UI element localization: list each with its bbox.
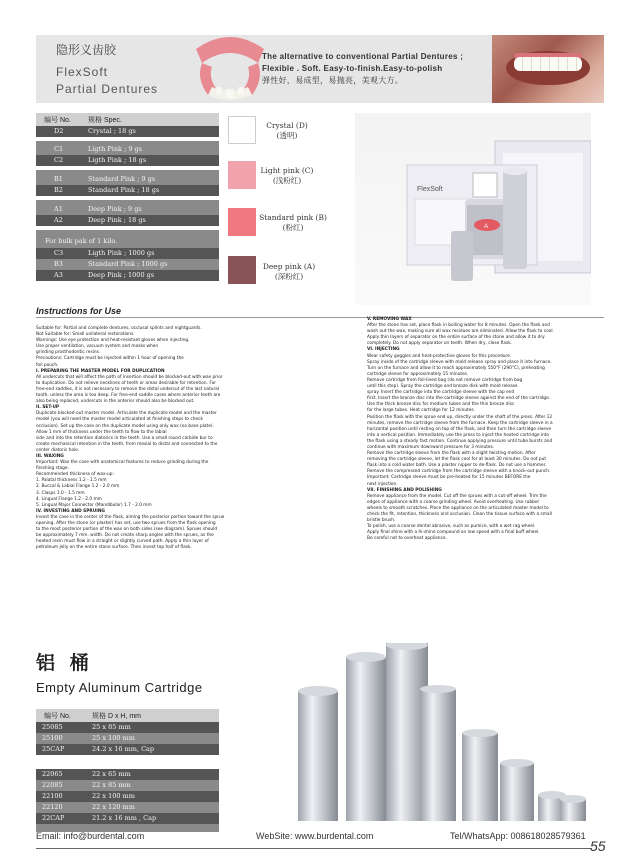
instructions-left-column [36, 326, 224, 551]
instruction-line: model (you will need the master model articulated at finishing steps to check [36, 417, 203, 423]
table-row: 25CAP 24.2 x 16 mm, Cap [36, 744, 219, 755]
instruction-line: Duplicate blocked-out master model. Articulate the duplicate model and the master [36, 411, 217, 417]
table-row: A2 Deep Pink ; 18 gs [36, 215, 219, 226]
instruction-line: grinding prosthodontic resins. [36, 350, 101, 356]
instruction-heading: III. WAXING [36, 453, 64, 459]
instruction-line: Not Suitable for: Small unilateral restorations. [36, 332, 135, 338]
instruction-line: until this step). Spray the cartridge and bronze disk with mold release [367, 384, 518, 390]
instruction-line: minutes, remove the cartridge sleeve from the furnace. Keep the cartridge sleeve in a [367, 420, 553, 426]
instruction-line: 4. Lingual Flange 1.2 - 2.0 mm [36, 496, 102, 502]
page-number: 55 [590, 838, 606, 854]
smile-photo [492, 35, 604, 103]
instruction-heading: II. SET-UP [36, 405, 60, 411]
table-row: 22120 22 x 120 mm [42, 803, 135, 811]
table-row: 22065 22 x 65 mm [36, 769, 219, 780]
title-en-2: Partial Dentures [56, 82, 159, 96]
instruction-heading: VII. FINISHING AND POLISHING [367, 487, 442, 493]
swatch-label-deep-pink: Deep pink (A) (深粉红) [262, 262, 316, 281]
instruction-line: free-end saddles, it is not necessary to remove the distal undercut of the last natural [36, 386, 220, 392]
footer-tel: Tel/WhatsApp: 008618028579361 [450, 831, 586, 841]
instruction-line: Important: Cartridge sleeve must be pre-heated for 15 minutes BEFORE the [367, 475, 531, 481]
instruction-line: wheels to smooth scratches. Place the appliance on the articulated master model to [367, 505, 549, 511]
instruction-line: finishing stage. [36, 466, 69, 472]
svg-text:A: A [484, 224, 489, 230]
denture-image [186, 29, 274, 107]
instruction-line: flask into a cold water bath. Use a plaster nipper to de-flask. Do not use a hammer. [367, 463, 547, 469]
instruction-line: to the most posterior portion of the wax on both sides (see diagram). Sprues should [36, 527, 218, 533]
instruction-line: Apply final shine with a hi-shine compound on low speed with a final buff wheel. [367, 530, 540, 536]
title-zh: 隐形义齿胶 [56, 43, 117, 57]
instruction-line: edges of appliance with a coarse grinding wheel. Avoid overheating. Use rubber [367, 499, 540, 505]
instruction-heading: VI. INJECTING [367, 347, 400, 353]
title-en-1: FlexSoft [56, 65, 109, 79]
instruction-line: removing the cartridge sleeve, let the flask cool for at least 30 minutes. Do not put [367, 457, 547, 463]
instruction-line: Precautions: Cartridge must be injected within 1 hour of opening the [36, 356, 184, 362]
instructions-right-column [367, 317, 554, 542]
instruction-line: foil pouch. [36, 362, 59, 368]
table-row: A3 Deep Pink ; 1000 gs [36, 270, 219, 281]
instruction-line: cartridge sleeve for approximately 15 minutes. [367, 371, 469, 377]
aluminum-title-en: Empty Aluminum Cartridge [36, 680, 203, 695]
instruction-line: Spray inside of the cartridge sleeve with mold release spray and place it into furnace. [367, 359, 552, 365]
tagline-line-2: Flexible . Soft. Easy-to-finish.Easy-to-polish [262, 64, 443, 73]
instruction-line: 2. Buccal & Labial Flange 1.2 - 2.0 mm [36, 484, 120, 490]
instruction-line: also being replaced, undercuts in the anterior should also be blocked out. [36, 399, 195, 405]
aluminum-tubes-photo [292, 643, 592, 825]
instruction-line: Remove cartridge from foil-lined bag (do not remove cartridge from bag [367, 377, 523, 383]
instruction-heading: V. REMOVING WAX [367, 317, 412, 322]
instruction-line: Remove appliance from the model. Cut off the sprues with a cut-off wheel. Trim the [367, 493, 547, 499]
instruction-line: the flask using a steady fast motion. Continue applying pressure until tube bursts and [367, 438, 553, 444]
spec-head-no: 编号 No. [44, 117, 71, 124]
instruction-line: wash out the wax, making sure all wax residues are eliminated. Allow the flask to cool. [367, 329, 554, 335]
instruction-line: occlusion). Set up the case on the duplicate model using only wax (no base plate). [36, 423, 214, 429]
instruction-line: into a vertical position. Immediately use the press to inject the heated cartridge into [367, 432, 550, 438]
instruction-line: petroleum jelly on the entire stone surface. Then invest top half of flask. [36, 545, 192, 551]
instruction-line: be approximately 7 mm. width. Do not create sharp angles with the sprues, as the [36, 533, 214, 539]
instruction-line: opening. After the stone (or plaster) has set, use two sprues from the flask opening [36, 521, 216, 526]
instruction-line: 3. Clasps 1.0 - 1.5 mm [36, 490, 85, 496]
instruction-line: Allow 1 mm of thickness under the teeth to flow to the labial [36, 429, 167, 435]
instruction-line: heated resin must flow in a straight or slightly curved path. Apply a thin layer of [36, 539, 209, 545]
swatch-label-light-pink: Light pink (C) (浅粉红) [260, 166, 314, 185]
instruction-line: Important: Wax the case with anatomical features to reduce grinding during the [36, 460, 209, 466]
footer-divider [36, 848, 592, 849]
instruction-line: spray. Insert the cartridge into the cartridge sleeve with the cap end [367, 390, 515, 396]
instruction-line: tooth, unless the area is too deep. For free-end saddle cases where anterior teeth are [36, 393, 221, 399]
spec-head-spec: 规格 Spec. [88, 117, 122, 124]
table-row: 25085 25 x 85 mm [36, 722, 219, 733]
spec-table-header [36, 113, 219, 126]
instruction-heading: I. PREPARING THE MASTER MODEL FOR DUPLICATION [36, 368, 165, 374]
bulk-note: For bulk pak of 1 kilo. [45, 237, 118, 245]
swatch-label-crystal: Crystal (D) (透明) [266, 121, 308, 140]
instruction-line: Use proper ventilation, vacuum system and masks when [36, 344, 159, 350]
instruction-line: side and into the retention diatorics in the teeth. Use a small round carbide bur to [36, 435, 213, 441]
footer-email[interactable]: Email: info@burdental.com [36, 831, 145, 841]
table-row: B2 Standard Pink ; 18 gs [36, 185, 219, 196]
aluminum-title-zh: 铝 桶 [36, 652, 93, 674]
instruction-line: Invest the case in the center of the flask, aiming the posterior portion toward the sprue [36, 514, 225, 520]
instruction-line: Remove the compressed cartridge from the cartridge sleeve with a knock-out punch. [367, 469, 551, 475]
instruction-line: for the large tubes. Heat cartridge for 12 minutes. [367, 408, 475, 414]
instruction-line: After the stone has set, place flask in boiling water for 8 minutes. Open the flask and [367, 323, 550, 329]
instruction-line: Be careful not to overheat appliance. [367, 536, 447, 542]
instruction-line: Apply thin layers of separator on the entire surface of the stone and allow it to dry [367, 335, 545, 341]
aluminum-table-header [36, 709, 219, 722]
instruction-line: Use the thick bronze disc for medium tubes and the thin bronze disc [367, 402, 515, 408]
instruction-line: Remove the cartridge sleeve from the flask with a slight twisting motion. After [367, 451, 536, 457]
table-row: B1 Standard Pink ; 9 gs [54, 175, 156, 183]
instruction-line: bristle brush. [367, 518, 396, 524]
instruction-line: check the fit, retention, thickness and occlusion. Clean the tissue surface with a small [367, 512, 552, 517]
table-row: D2 Crystal ; 18 gs [36, 126, 219, 137]
tagline-line-3: 弹性好，易成型，易抛亮，美观大方。 [262, 76, 404, 85]
instruction-line: 1. Palatal thickness 1.2 - 1.5 mm [36, 478, 107, 484]
aluminum-head-spec: 规格 D x H, mm [92, 713, 141, 720]
instruction-line: 5. Lingual Major Connector (Mandibular) 1.7 - 2.0 mm [36, 502, 152, 508]
table-row: B3 Standard Pink ; 1000 gs [54, 260, 168, 268]
instruction-line: All undercuts that will affect the path of insertion should be blocked-out with wax prior [36, 374, 223, 380]
instruction-heading: IV. INVESTING AND SPRUING [36, 508, 105, 514]
instruction-line: Suitable for: Partial and complete dentures, occlusal splints and nightguards. [36, 326, 202, 331]
instruction-line: Warnings: Use eye protection and heat-resistant gloves when injecting. [36, 338, 190, 344]
instruction-line: horizontal position until resting on top of the flask, and then turn the cartridge sleeve [367, 426, 552, 432]
product-photo [355, 113, 591, 305]
instruction-line: Position the flask with the sprue end up, directly under the shaft of the press. After 12 [367, 414, 553, 420]
table-row: C1 Ligth Pink ; 9 gs [54, 145, 143, 153]
instruction-line: continue with maximum downward pressure for 3 minutes. [367, 444, 495, 450]
table-row: 22100 22 x 100 mm [36, 791, 219, 802]
instruction-line: Turn on the furnace and allow it to reach approximately 550°F (290°C), preheating [367, 365, 545, 371]
footer-website[interactable]: WebSite: www.burdental.com [256, 831, 374, 841]
instructions-title: Instructions for Use [36, 306, 122, 316]
aluminum-head-no: 编号 No. [44, 713, 71, 720]
instruction-line: To polish, use a coarse dental abrasive, such as pumice, with a wet rag wheel. [367, 524, 536, 530]
swatch-label-standard-pink: Standard pink (B) (粉红) [259, 213, 327, 232]
table-row: A1 Deep Pink ; 9 gs [54, 205, 142, 213]
instruction-line: completely. Do not apply separator on teeth. When dry, close flask. [367, 341, 513, 347]
table-row: C3 Ligth Pink ; 1000 gs [36, 248, 219, 259]
table-row: 22CAP 21.2 x 16 mm , Cap [36, 813, 219, 824]
tagline [262, 51, 463, 87]
table-row: 22085 22 x 85 mm [42, 781, 131, 789]
instruction-line: create mechanical retention in the teeth, from mesial to distal and connected to the [36, 441, 218, 447]
table-row: 25100 25 x 100 mm [42, 734, 135, 742]
tagline-line-1: The alternative to conventional Partial Dentures ; [262, 52, 464, 61]
instruction-line: next injection. [367, 481, 398, 487]
instruction-line: to duplication. Do not relieve necklines of teeth or areas desirable for retention. For [36, 380, 217, 386]
table-row: C2 Ligth Pink ; 18 gs [36, 155, 219, 166]
instruction-line: Wear safety goggles and heat-protective gloves for this procedure. [367, 353, 512, 359]
instruction-line: Recommended thickness of wax-up: [36, 472, 114, 478]
svg-text:FlexSoft: FlexSoft [417, 186, 443, 193]
instruction-line: center diatoric hole. [36, 447, 80, 453]
instruction-line: first. Insert the bronze disc into the cartridge sleeve against the end of the cartridge. [367, 396, 551, 402]
